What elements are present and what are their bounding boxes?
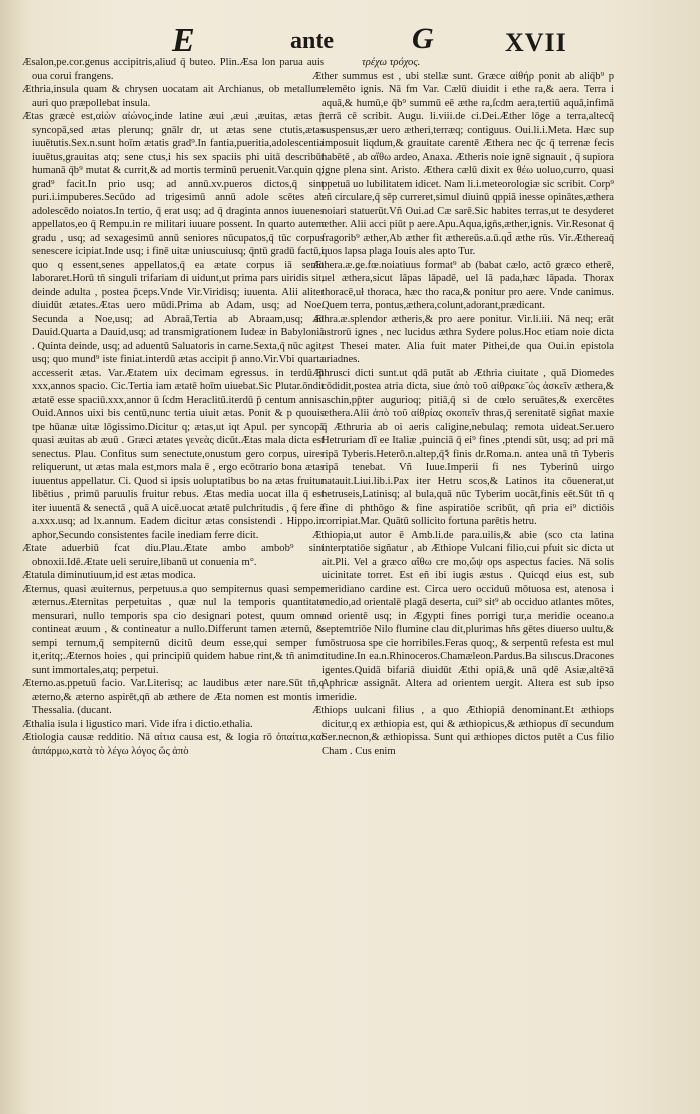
signature-letter-right: G <box>412 22 434 55</box>
dictionary-entry: Æthrusci dicti sunt.ut qdā putāt ab Æthria ciuitate , quā Diomedes cōdidit,postea atria dicta, siue ἀπὸ τοῦ αἰθρακε̃ ὡς ἀσκεῖν æthera,& aschin,pp̄ter augurioq; pitiā,q̄ si de cœlo seruātes,& exercētes æthera.Alii ἀπὸ τοῦ αἰθρίας σκοπεῖν thras,q̄ serenitatē sigñat maxie q̄ Æthruria ab oi aeris caligine,nebulaq; remota uideat.Ser.uero Hetruriam dī ee Italiæ ,puinciā q̄ ei⁹ fines ,ptendi sūt, usq; ad pri mā ripā Tyberis.Heterō.n.altep,q̄ꝛ̄ finis dr.Roma.n. antea unā tñ Tyberis ripā tenebat. Vñ Iuue.Imperii fi nes Tyberinū uirgo natauit.Liui.lib.i.Pax iter Hetru scos,& Latinos ita cōuenerat,ut hetruseis,Latinisq; al bula,quā nūc Tyberim uocāt,finis eēt.Sūt tñ q fine di phthōgo & fine aspiratiōe scribūt, qñ pria ei⁹ dictiōis corripiat.Mar. Quātū sollicito fortuna parētis hetru. <box>312 367 614 527</box>
left-column <box>22 56 324 758</box>
greek-continuation: τρέχω τρόχος. <box>362 57 421 68</box>
dictionary-entry: Æsalon,pe.cor.genus accipitris,aliud q̄ buteo. Plin.Æsa lon parua auis oua corui frangens. <box>22 57 324 82</box>
signature-letter-left: E <box>172 22 195 59</box>
dictionary-entry: Æthalia isula i ligustico mari. Vide ifra i dictio.ethalia. <box>22 718 253 730</box>
folio-number: XVII <box>505 28 567 57</box>
dictionary-entry: Æthria,insula quam & chrysen uocatam ait Archianus, ob metallum auri quo præpollebat insula. <box>22 84 324 109</box>
dictionary-entry: Æternus, quasi æuiternus, perpetuus.a quo sempiternus quasi semper æternus.Æternitas perpetuitas , quæ nul la temporis quantitate mensurari, nullo temporis spa cio designari potest, quum omne contineat æuum , & contineatur a nullo.Differunt tamen æternū, & sempi ternum,q̄ sempiternū dicitŭ deum esse,qui semper fu it,eritq;.Æternos hoies , qui principiū quidem habue rint,& tñ animo sunt immortales,atq; perpetui. <box>22 583 324 676</box>
running-head-word: ante <box>290 28 334 54</box>
dictionary-entry: Æthiopia,ut autor ē Amb.li.de para.uilis,& abie (sco cta latina interptatiōe sigñatur , ab Æthiope Vulcani filio,cui pfuit sic dicta ut ait.Pli. Vel a græco αἴθω cre mo,ὤψ ops aspectus facies. Nā solis uicinitate torret. Est eñ ibi iugis æstus . Quicqd eius est, sub meridiano cardine est. Circa uero occiduū mōtuosa est, atenosa i medio,ad orientalē plagā deserta, cui⁹ sit⁹ ab occiduo atlantes mōtes, ad orientē usq; in Ægypti fines porrigi tur,a meridie oceano.a septemtriōe Nilo flumine clau dit,plurimas hñs gētes diuerso uultu,& mōstruosa spe cie horribiles.Feras quoq;, & serpentū refesta est mul titudine.In ea.n.Rhinoceros.Chamæleon.Pardus.Ba silıscus.Dracones igentes.Quidā bifariā diuidūt Æthi opiā,& unā qdē Asiæ,altēꝛā Aphricæ assignāt. Altera ad orientem uergit. Altera est sub ipso meridie. <box>312 529 614 703</box>
dictionary-entry: Ætatula diminutiuum,id est ætas modica. <box>22 570 196 581</box>
dictionary-entry: Æterno.as.ppetuū facio. Var.Literisq; ac laudibus æter nare.Sūt tn̄,q æterno,& æterno aspirēt,qn̄ ab æthere de Æta nomen est montis in Thessalia. (ducant. <box>22 678 324 716</box>
dictionary-entry: Ætate aduerbiū fcat diu.Plau.Ætate ambo ambob⁹ sint obnoxii.Idē.Ætate ueli seruire,libanū ut conuenia m°. <box>22 543 324 568</box>
dictionary-entry: Æthera.æ.ge.fœ.noiatiuus format⁹ ab (babat cælo, actō græco etherē, uel æthera,sicut lāpas lāpadē, uel lā pada,hæc lāpada. Thorax thoracē,uł thoraca, hæc tho raca,& ponitur pro aere. Vnde canimus. Quem terra, pontus,æthera,colunt,adorant,prædicant. <box>312 259 614 311</box>
right-column <box>312 56 614 758</box>
dictionary-entry: Æthiops uulcani filius , a quo Æthiopiā denominant.Et æthiops dicitur,q ex æthiopia est, qui & æthiopicus,& æthiopus dī secundum Ser.necnon,& æthiopissa. Sunt qui æthiopes dictos putēt a Cus filio Cham . Cus enim <box>312 705 614 757</box>
dictionary-entry: Ætiologia causæ redditio. Nā αἰτια causa est, & logia rō ὀπαίτια,καὶ ἁιπάρμω,κατὰ τὸ λέγω λόγος ὥς ἀπὸ <box>22 732 324 757</box>
dictionary-entry: Æthra.æ.splendor ætheris,& pro aere ponitur. Vir.li.iii. Nā neq; erāt astrorū ignes , nec lucidus æthra Sydere polus.Hoc etiam noie dicta est Thesei mater. Alia fuit mater Pithei,de qua Oui.in epistola ariadnes. <box>312 313 614 365</box>
dictionary-entry: Ætas græcè est,αἰὼν αἰώνος,inde latine æui ,æui ,æuitas, ætas p̄ syncopā,sed ætas plerunq; gnālr dr, ut ætas sene ctutis,ætas iuuētutis.Sex.n.sunt hoīm ætatis grad⁹.In fantia,pueritia,adolescentia iuuētus,grauitas atq; sene ctus,i his sex spaciis phi uitā describūt humanā q̄b⁹ mutat & currit,& ad mortis terminū peruenit.Var.quin q; grad⁹ facit.In prio usq; ad annū.xv.pueros dictos,q̄ sint puri.i.impuberes.Secūdo ad trigesimū annū adole scētes ab adolescēdo noiatos.In tertio, q̄ erat usq; ad q̄ draginta annos iuuenes appellatos,eo q̄ Rempu.in re militari iuuare possent. In quarto autem gradu , usq; ad sexagesimū annū seniores nūcupatos,q̄ tūc corpus senescere icipiat.Inde usq; i finē uitæ uniuscuiusq; q̄ntū gradū factū,i quo q essent,senes appellatos,q̄ ea ætate corpus iā senio laboraret.Horū tn̄ singuli trifariam di uidunt,ut prima pars uiridis sit, deinde adulta , postea p̄ceps.Vnde Vir.Viridisq; iuuenta. Alii aliter diuidūt ætates.Ætas uero mūdi.Prima ab Adam, usq; ad Noe. Secunda a Noe,usq; ad Abraā,Tertia ab Abraam,usq; ad Dauid.Quarta a Dauid,usq; ad transmigrationem Iudeæ in Babyloniā . Quinta deinde, usq; ad aduentū Saluatoris in carne.Sexta,q̄ nūc agit, usq; quo mund⁹ iste finiat.interdū ætas accipit p̄ anno.Vir.Vbi quarta accesserit ætas. Var.Ætatem uix decimam egressus. in terdū p̄ xxx,annos spacio. Cic.Tertia iam ætatē hoīm uiuebat.Sic Plutar.ōndit ætatē esse spaciū.xxx,annor ū ſcdm Heraclitū.iterdū p̄ centum annis. Ouid.Annos uixi bis centū,nunc tertia uiuit ætas. Ponit & p quouis tpe hūanæ uitæ lōgissimo.Dicitur q; ætas,ut iqt Apul. per syncopā quasi æuitas ab æuū . Græci ætates γενεὰς dicūt.Ætas mala dicta est senectus. Plau. Confitus sum senectute,onustum gero corpus, uires reliquerunt, ut ætas mala est,mors mala ē , ergo ecōtrario bona ætas iuuentus appellatur. Ci. Quod si ipsis uoluptatibus bo na ætas fruitur libētius , primū paruulis fruitur rebus. Ætas media uocat illa q̄ est iter iuuentā & senectā , quā A uicē.uocat ætatē pulchritudis , q̄ fere ē a.xxx.usq; ad lx.annum. Eadem dicitur ætas consistendi . Hippo.in aphor,Secundo consistentes facile inediam ferre dicit. <box>22 111 324 541</box>
dictionary-entry: Æther summus est , ubi stellæ sunt. Græce αἰθήρ ponit ab aliq̄b⁹ p elemēto ignis. Nā fm Var. Cælū diuidit i ethe ra,& aera. Terra i aquā,& humū,e q̄b⁹ summū eē æthe ra,ſcdm aera,tertiū aquā,infimā terrā cē scribit. Augu. li.viii.de ci.Dei.Æther lōge a terra,altecq̄ suspensus,ær uero ætheri,terræq; contiguus. Oui.li.i.Meta. Hæc sup imposuit liqdum,& grauitate carentē Æthera nec q̄c q̄ terrenæ fecis habētē , ab αἴθω ardeo, Anaxa. Ætheris noie ignē signauit , q̄ supiora igne plena sint. Aristo. Æthera cælū dixit ex θέω uoluo,curro, quasi ppetuā uo lubilitatem idicet. Nam li.i.meteorologiæ sic scribit. Corp⁹ eñ circulare,q̄ sēp curreret,simul diuinū qppiā inesse opinātes,æthera noiari statuerūt.Vñ Oui.ad Cæ sarē.Sic habites terras,ut te desyderet æther. Alii acci piūt p aere.Apu.Aqua,ign̄s,æther,ignis. Vir.Resonat q̄ fragorib⁹ æther,Ab æther fit æthereūs.a.ū.qd̄ æthe rūs. Vir.Æthereaq̄ quos lapsa plaga Iouis ales apto Tur. <box>312 70 614 257</box>
